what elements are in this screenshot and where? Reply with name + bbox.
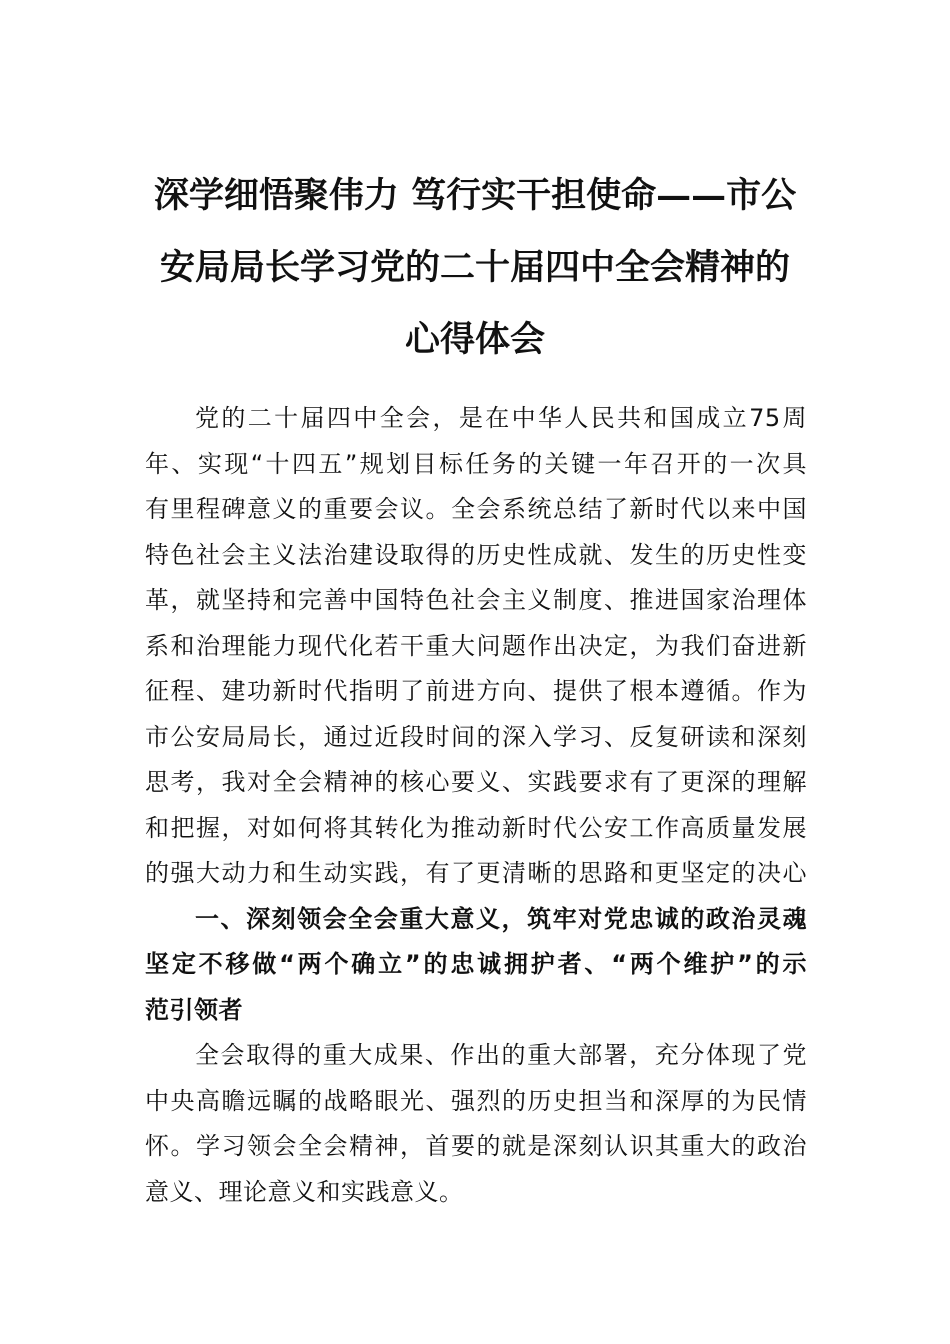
paragraph-line: 思考，我对全会精神的核心要义、实践要求有了更深的理解	[145, 768, 807, 796]
document-body	[145, 396, 807, 1215]
paragraph-line: 的强大动力和生动实践，有了更清晰的思路和更坚定的决心	[145, 859, 807, 887]
paragraph-line: 党的二十届四中全会，是在中华人民共和国成立75周	[195, 404, 807, 432]
title-line: 心得体会	[404, 319, 545, 360]
paragraph-section-1	[145, 1033, 807, 1215]
heading-line: 坚定不移做“两个确立”的忠诚拥护者、“两个维护”的示	[145, 950, 807, 978]
paragraph-line: 革，就坚持和完善中国特色社会主义制度、推进国家治理体	[145, 586, 807, 614]
paragraph-line: 和把握，对如何将其转化为推动新时代公安工作高质量发展	[145, 813, 807, 842]
heading-line: 范引领者	[145, 995, 243, 1024]
heading-line: 一、深刻领会全会重大意义，筑牢对党忠诚的政治灵魂	[195, 904, 807, 933]
paragraph-line: 全会取得的重大成果、作出的重大部署，充分体现了党	[195, 1041, 807, 1069]
paragraph-line: 有里程碑意义的重要会议。全会系统总结了新时代以来中国	[145, 495, 807, 523]
paragraph-line: 特色社会主义法治建设取得的历史性成就、发生的历史性变	[145, 540, 807, 569]
paragraph-line: 年、实现“十四五”规划目标任务的关键一年召开的一次具	[145, 449, 807, 478]
paragraph-line: 征程、建功新时代指明了前进方向、提供了根本遵循。作为	[145, 677, 807, 705]
paragraph-line: 中央高瞻远瞩的战略眼光、强烈的历史担当和深厚的为民情	[145, 1086, 807, 1115]
title-line: 安局局长学习党的二十届四中全会精神的	[159, 247, 790, 288]
paragraph-line: 市公安局局长，通过近段时间的深入学习、反复研读和深刻	[145, 722, 807, 751]
paragraph-line: 意义、理论意义和实践意义。	[145, 1177, 464, 1206]
paragraph-line: 系和治理能力现代化若干重大问题作出决定，为我们奋进新	[145, 631, 807, 660]
document-title	[145, 160, 805, 376]
paragraph-intro	[145, 396, 807, 897]
paragraph-line: 怀。学习领会全会精神，首要的就是深刻认识其重大的政治	[145, 1132, 807, 1160]
title-line: 深学细悟聚伟力 笃行实干担使命——市公	[153, 175, 797, 216]
section-heading-1	[145, 897, 807, 1034]
